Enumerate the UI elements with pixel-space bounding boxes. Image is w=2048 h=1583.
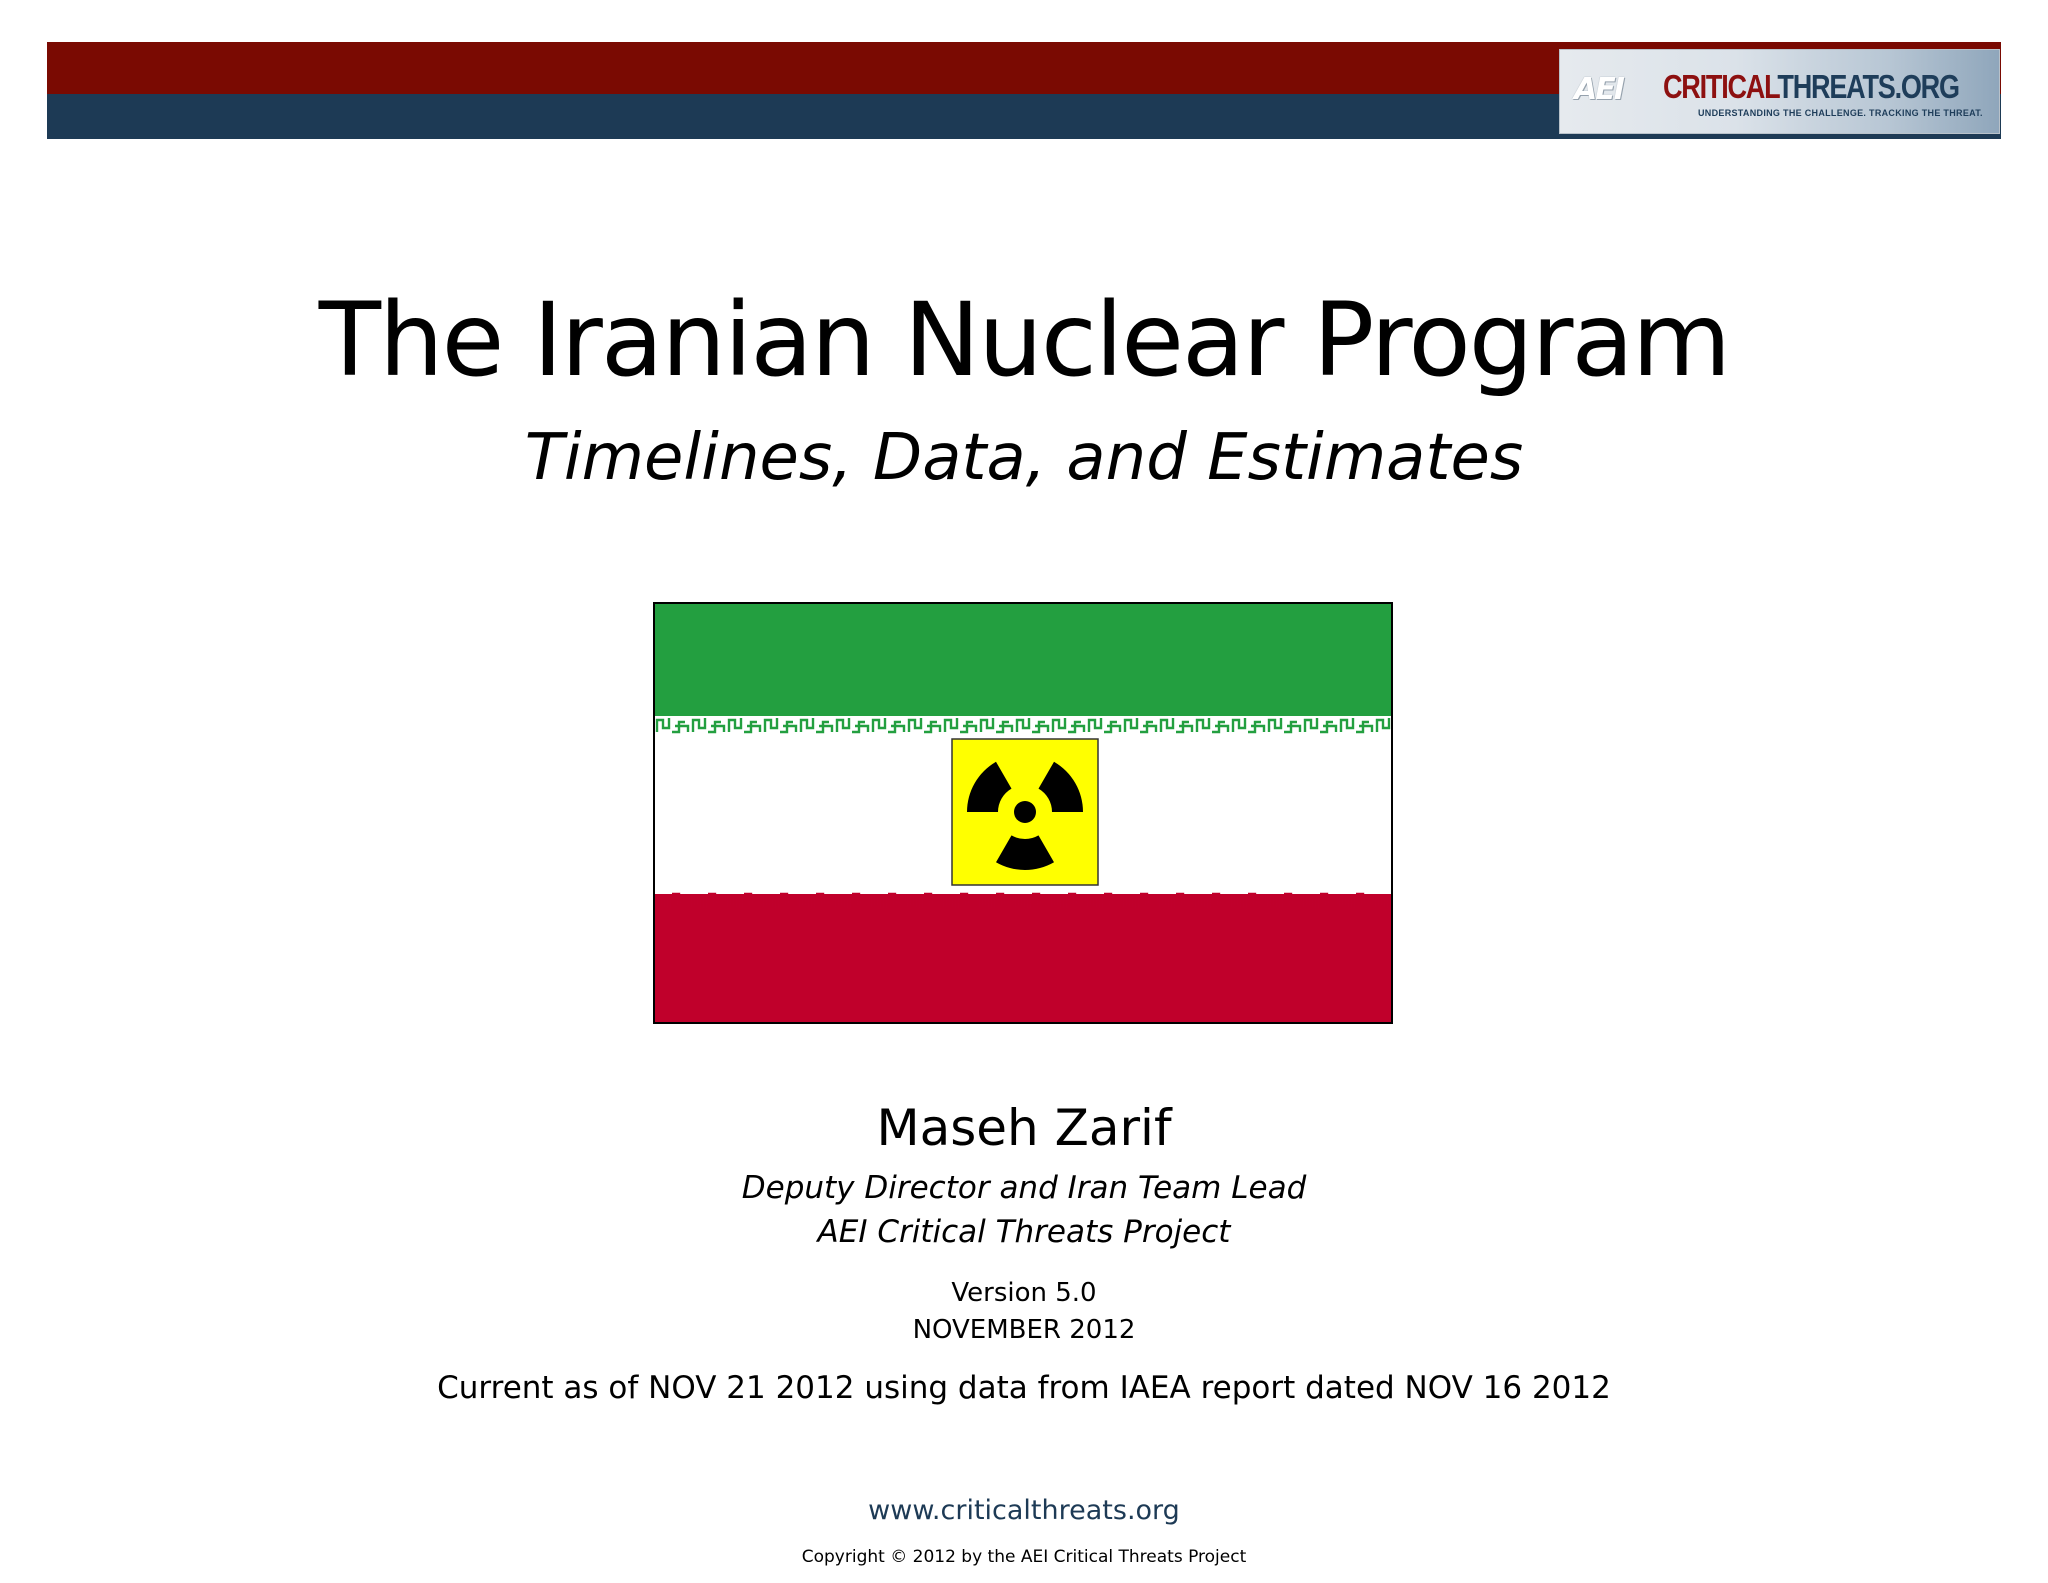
critical-threats-logo[interactable] [1559,49,2000,134]
publication-date: NOVEMBER 2012 [912,1315,1136,1345]
copyright-notice: Copyright © 2012 by the AEI Critical Threats Project [801,1547,1247,1567]
author-organization: AEI Critical Threats Project [817,1214,1231,1250]
flag-kufic-border-bottom [655,888,1391,912]
logo-aei-mark: AEI [1574,72,1623,107]
logo-tagline: UNDERSTANDING THE CHALLENGE. TRACKING THE THREAT. [1698,108,1983,118]
flag-kufic-border-top [655,716,1391,740]
website-link[interactable]: www.criticalthreats.org [868,1495,1180,1526]
page-subtitle: Timelines, Data, and Estimates [524,421,1524,495]
currency-note: Current as of NOV 21 2012 using data from IAEA report dated NOV 16 2012 [437,1370,1611,1406]
author-name: Maseh Zarif [876,1099,1172,1157]
flag-red-stripe [655,894,1391,1022]
iran-nuclear-flag-image [653,602,1393,1024]
logo-wordmark-threats: THREATS.ORG [1777,68,1959,105]
radiation-icon [952,739,1098,885]
version-label: Version 5.0 [951,1278,1097,1308]
author-role: Deputy Director and Iran Team Lead [741,1170,1307,1206]
logo-wordmark [1663,68,1959,106]
logo-wordmark-critical: CRITICAL [1663,68,1778,105]
flag-graphic [655,604,1391,1022]
page-title: The Iranian Nuclear Program [318,281,1730,400]
flag-green-stripe [655,604,1391,716]
